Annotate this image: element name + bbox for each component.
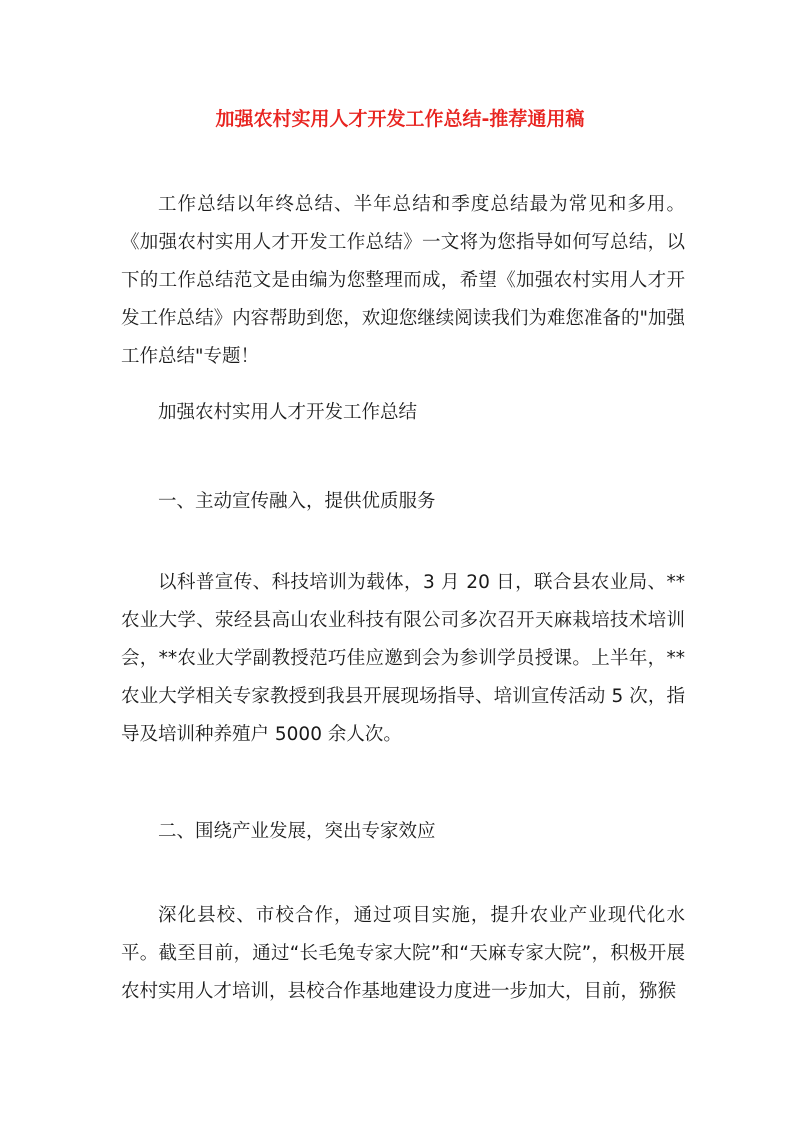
- section-2-paragraph: 深化县校、市校合作，通过项目实施，提升农业产业现代化水平。截至目前，通过“长毛兔专家大院”和“天麻专家大院”，积极开展农村实用人才培训，县校合作基地建设力度进一步加大，目前，猕猴: [121, 905, 685, 1002]
- section-heading-1: 一、主动宣传融入，提供优质服务: [158, 491, 436, 512]
- subtitle-paragraph: 加强农村实用人才开发工作总结: [158, 402, 418, 423]
- section-heading-2: 二、围绕产业发展，突出专家效应: [158, 821, 436, 842]
- intro-paragraph: 工作总结以年终总结、半年总结和季度总结最为常见和多用。《加强农村实用人才开发工作总结》一文将为您指导如何写总结，以下的工作总结范文是由编为您整理而成，希望《加强农村实用人才开发工作总结》内容帮助到您，欢迎您继续阅读我们为难您准备的"加强工作总结"专题！: [121, 194, 685, 367]
- document-title: 加强农村实用人才开发工作总结-推荐通用稿: [215, 108, 585, 130]
- section-1-paragraph: 以科普宣传、科技培训为载体，3 月 20 日，联合县农业局、**农业大学、荥经县高山农业科技有限公司多次召开天麻栽培技术培训会，**农业大学副教授范巧佳应邀到会为参训学员授课。上半年，**农业大学相关专家教授到我县开展现场指导、培训宣传活动 5 次，指导及培训种养殖户 5000 余人次。: [121, 572, 685, 745]
